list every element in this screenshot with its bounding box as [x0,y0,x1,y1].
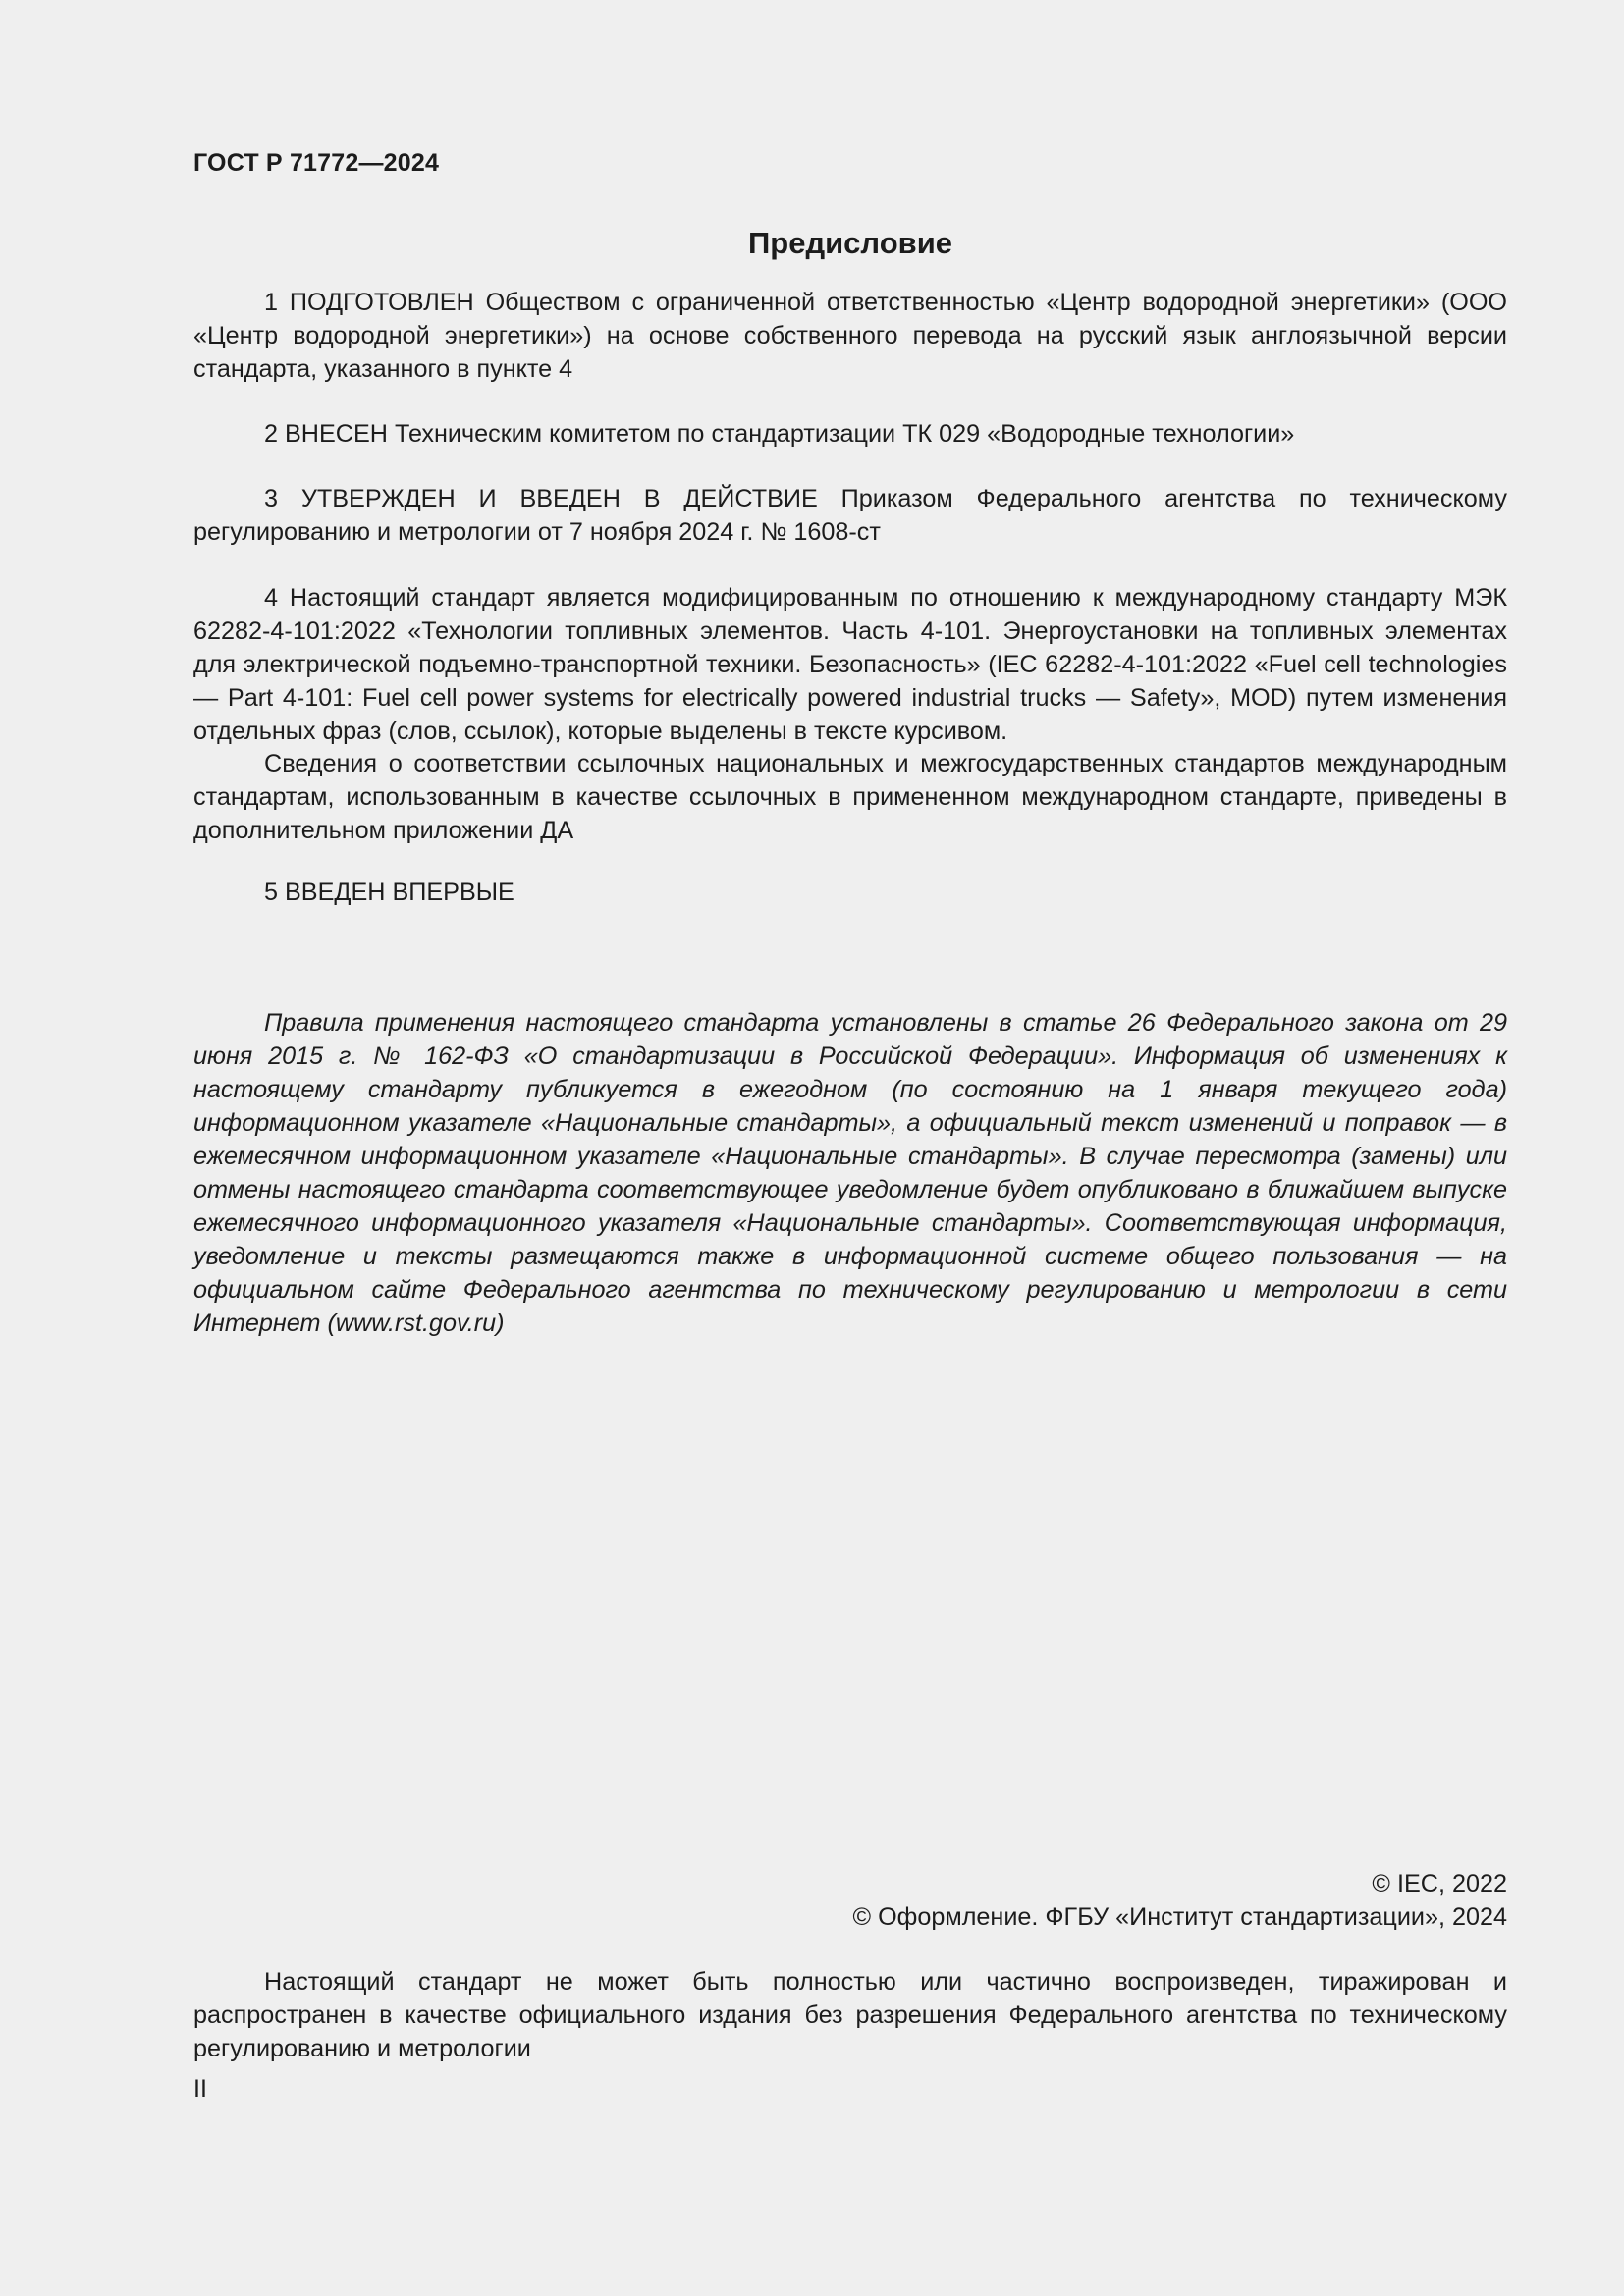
section-title: Предисловие [747,226,952,260]
foreword-item-4: 4 Настоящий стандарт является модифицированным по отношению к международному стандарту МЭК 62282-4-101:2022 «Технологии топливных элементов. Часть 4-101. Энергоустановки на топливных элементах для электрической подъемно-транспортной техники. Безопасность» (IEC 62282-4-101:2022 «Fuel cell technologies — Part 4-101: Fuel cell power systems for electrically powered industrial trucks — Safety», MOD) путем изменения отдельных фраз (слов, ссылок), которые выделены в тексте курсивом. [193,584,1507,745]
copyright-block [853,1867,1507,1934]
reproduction-notice: Настоящий стандарт не может быть полностью или частично воспроизведен, тиражирован и распространен в качестве официального издания без разрешения Федерального агентства по техническому регулированию и метрологии [193,1968,1507,2062]
application-rules-note: Правила применения настоящего стандарта установлены в статье 26 Федерального закона от 29 июня 2015 г. № 162-ФЗ «О стандартизации в Российской Федерации». Информация об изменениях к настоящему стандарту публикуется в ежегодном (по состоянию на 1 января текущего года) информационном указателе «Национальные стандарты», а официальный текст изменений и поправок — в ежемесячном информационном указателе «Национальные стандарты». В случае пересмотра (замены) или отмены настоящего стандарта соответствующее уведомление будет опубликовано в ближайшем выпуске ежемесячного информационного указателя «Национальные стандарты». Соответствующая информация, уведомление и тексты размещаются также в информационной системе общего пользования — на официальном сайте Федерального агентства по техническому регулированию и метрологии в сети Интернет (www.rst.gov.ru) [193,1009,1507,1337]
copyright-iec: © IEC, 2022 [1372,1870,1507,1897]
copyright-design: © Оформление. ФГБУ «Институт стандартизации», 2024 [852,1903,1507,1931]
document-code: ГОСТ Р 71772—2024 [193,149,440,177]
foreword-item-1: 1 ПОДГОТОВЛЕН Обществом с ограниченной ответственностью «Центр водородной энергетики» (ООО «Центр водородной энергетики») на основе собственного перевода на русский язык англоязычной версии стандарта, указанного в пункте 4 [193,289,1507,383]
foreword-item-4-references: Сведения о соответствии ссылочных национальных и межгосударственных стандартов международным стандартам, использованным в качестве ссылочных в примененном международном стандарте, приведены в дополнительном приложении ДА [193,750,1507,844]
document-page [193,0,1507,2296]
page-number: II [193,2075,207,2103]
foreword-item-3: 3 УТВЕРЖДЕН И ВВЕДЕН В ДЕЙСТВИЕ Приказом Федерального агентства по техническому регулированию и метрологии от 7 ноября 2024 г. № 1608-ст [193,485,1507,546]
foreword-item-5: 5 ВВЕДЕН ВПЕРВЫЕ [264,879,514,906]
foreword-item-2: 2 ВНЕСЕН Техническим комитетом по стандартизации ТК 029 «Водородные технологии» [264,420,1295,448]
